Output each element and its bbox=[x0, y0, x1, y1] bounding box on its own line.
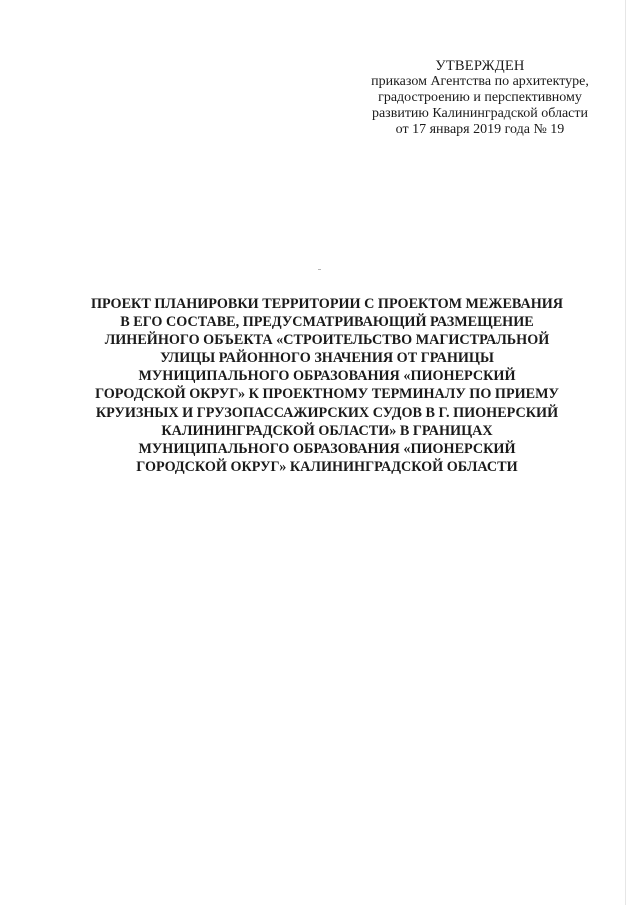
title-line: В ЕГО СОСТАВЕ, ПРЕДУСМАТРИВАЮЩИЙ РАЗМЕЩЕНИЕ bbox=[120, 314, 534, 331]
title-line: КРУИЗНЫХ И ГРУЗОПАССАЖИРСКИХ СУДОВ В Г. ПИОНЕРСКИЙ bbox=[95, 404, 559, 421]
approval-stamp bbox=[355, 58, 605, 138]
approval-line: приказом Агентства по архитектуре, bbox=[371, 74, 589, 89]
approval-heading: УТВЕРЖДЕН bbox=[435, 58, 525, 74]
title-line: УЛИЦЫ РАЙОННОГО ЗНАЧЕНИЯ ОТ ГРАНИЦЫ bbox=[160, 350, 494, 367]
approval-line: развитию Калининградской области bbox=[371, 106, 589, 121]
title-line: ГОРОДСКОЙ ОКРУГ» КАЛИНИНГРАДСКОЙ ОБЛАСТИ bbox=[136, 458, 518, 475]
title-line: ГОРОДСКОЙ ОКРУГ» К ПРОЕКТНОМУ ТЕРМИНАЛУ ПО ПРИЕМУ bbox=[95, 386, 559, 403]
title-line: ПРОЕКТ ПЛАНИРОВКИ ТЕРРИТОРИИ С ПРОЕКТОМ МЕЖЕВАНИЯ bbox=[90, 296, 564, 312]
title-line: МУНИЦИПАЛЬНОГО ОБРАЗОВАНИЯ «ПИОНЕРСКИЙ bbox=[138, 368, 516, 385]
title-line: ЛИНЕЙНОГО ОБЪЕКТА «СТРОИТЕЛЬСТВО МАГИСТРАЛЬНОЙ bbox=[104, 332, 550, 349]
title-line: МУНИЦИПАЛЬНОГО ОБРАЗОВАНИЯ «ПИОНЕРСКИЙ bbox=[138, 440, 516, 457]
title-line: КАЛИНИНГРАДСКОЙ ОБЛАСТИ» В ГРАНИЦАХ bbox=[161, 422, 493, 439]
document-title bbox=[52, 295, 602, 476]
page-edge-shadow bbox=[625, 0, 626, 905]
approval-line: градостроению и перспективному bbox=[378, 90, 582, 105]
approval-date-line: от 17 января 2019 года № 19 bbox=[395, 122, 565, 137]
scan-speck bbox=[318, 269, 321, 270]
